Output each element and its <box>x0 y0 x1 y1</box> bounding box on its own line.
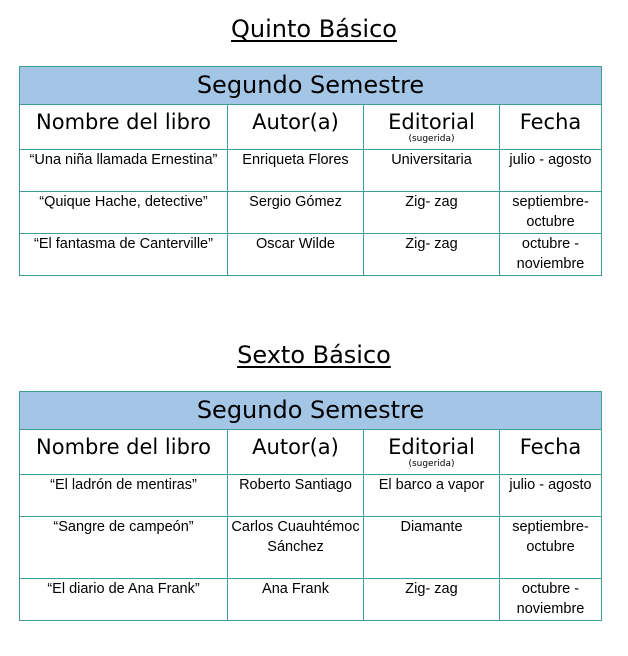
publisher-cell: Zig- zag <box>364 234 500 276</box>
date-cell: septiembre- octubre <box>500 192 602 234</box>
table-row <box>20 579 602 621</box>
author-cell: Enriqueta Flores <box>228 150 364 192</box>
reading-table-quinto <box>19 66 602 276</box>
table-row <box>20 234 602 276</box>
book-title-cell: “El ladrón de mentiras” <box>20 475 228 517</box>
column-header-date: Fecha <box>500 105 602 150</box>
publisher-cell: Zig- zag <box>364 579 500 621</box>
column-header-book: Nombre del libro <box>20 430 228 475</box>
author-cell: Oscar Wilde <box>228 234 364 276</box>
table-row <box>20 475 602 517</box>
author-cell: Ana Frank <box>228 579 364 621</box>
column-header-author: Autor(a) <box>228 105 364 150</box>
semester-header: Segundo Semestre <box>20 67 602 105</box>
table-row <box>20 150 602 192</box>
author-cell: Carlos Cuauhtémoc Sánchez <box>228 517 364 579</box>
author-cell: Sergio Gómez <box>228 192 364 234</box>
publisher-note: (sugerida) <box>408 459 455 469</box>
reading-table-sexto <box>19 391 602 621</box>
semester-header: Segundo Semestre <box>20 392 602 430</box>
column-header-publisher: Editorial (sugerida) <box>364 430 500 475</box>
column-header-date: Fecha <box>500 430 602 475</box>
date-cell: septiembre- octubre <box>500 517 602 579</box>
table-row <box>20 517 602 579</box>
date-cell: octubre - noviembre <box>500 579 602 621</box>
publisher-note: (sugerida) <box>408 134 455 144</box>
column-header-book: Nombre del libro <box>20 105 228 150</box>
publisher-cell: Universitaria <box>364 150 500 192</box>
grade-title-sexto: Sexto Básico <box>237 341 391 369</box>
table-row <box>20 192 602 234</box>
book-title-cell: “Una niña llamada Ernestina” <box>20 150 228 192</box>
publisher-cell: El barco a vapor <box>364 475 500 517</box>
column-header-author: Autor(a) <box>228 430 364 475</box>
book-title-cell: “Quique Hache, detective” <box>20 192 228 234</box>
column-header-publisher: Editorial (sugerida) <box>364 105 500 150</box>
author-cell: Roberto Santiago <box>228 475 364 517</box>
date-cell: julio - agosto <box>500 475 602 517</box>
grade-title-quinto: Quinto Básico <box>231 15 397 43</box>
book-title-cell: “El fantasma de Canterville” <box>20 234 228 276</box>
publisher-cell: Diamante <box>364 517 500 579</box>
date-cell: octubre - noviembre <box>500 234 602 276</box>
book-title-cell: “El diario de Ana Frank” <box>20 579 228 621</box>
date-cell: julio - agosto <box>500 150 602 192</box>
publisher-cell: Zig- zag <box>364 192 500 234</box>
book-title-cell: “Sangre de campeón” <box>20 517 228 579</box>
